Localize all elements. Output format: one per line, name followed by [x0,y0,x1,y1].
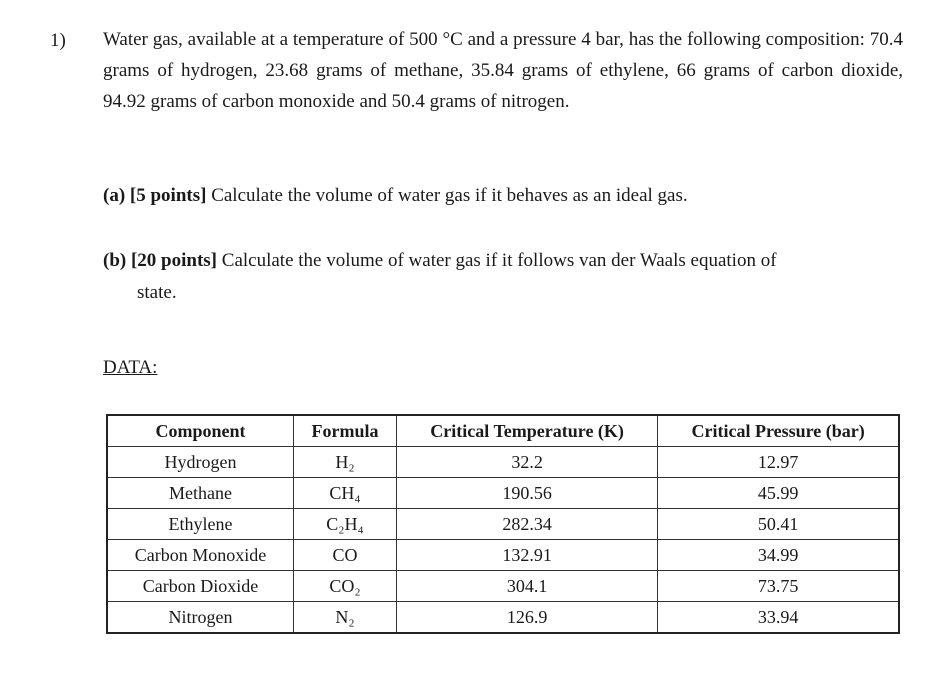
table-row [107,447,899,478]
cell-critical-temperature: 190.56 [396,478,657,509]
cell-component: Methane [107,478,294,509]
cell-formula: CO [294,540,397,571]
question-intro: Water gas, available at a temperature of 500 °C and a pressure 4 bar, has the following composition: 70.4 grams of hydrogen, 23.68 grams of methane, 35.84 grams of ethylene, 66 grams of carbon dioxide, 94.92 grams of carbon monoxide and 50.4 grams of nitrogen. [103,29,903,112]
cell-component: Carbon Dioxide [107,571,294,602]
cell-critical-pressure: 33.94 [658,602,899,634]
cell-critical-temperature: 32.2 [396,447,657,478]
part-a-text: Calculate the volume of water gas if it behaves as an ideal gas. [211,185,688,206]
table-header-row [107,415,899,447]
question-number: 1) [50,30,66,51]
part-b-label: (b) [20 points] [103,250,218,271]
header-critical-pressure: Critical Pressure (bar) [658,415,899,447]
cell-formula: H₂ [294,447,397,478]
part-a [103,180,893,212]
header-critical-temperature: Critical Temperature (K) [396,415,657,447]
cell-critical-temperature: 282.34 [396,509,657,540]
header-formula: Formula [294,415,397,447]
data-title: DATA: [103,357,158,378]
header-component: Component [107,415,294,447]
data-table [106,414,900,634]
table-row [107,509,899,540]
cell-critical-pressure: 50.41 [658,509,899,540]
part-b-text-continued: state. [137,282,177,303]
table-row [107,540,899,571]
cell-formula: N₂ [294,602,397,634]
cell-component: Hydrogen [107,447,294,478]
cell-critical-temperature: 304.1 [396,571,657,602]
part-b-text: Calculate the volume of water gas if it follows van der Waals equation of [221,250,777,271]
cell-formula: CH₄ [294,478,397,509]
cell-component: Nitrogen [107,602,294,634]
cell-critical-temperature: 126.9 [396,602,657,634]
cell-critical-pressure: 45.99 [658,478,899,509]
table-row [107,602,899,634]
cell-critical-pressure: 12.97 [658,447,899,478]
cell-component: Ethylene [107,509,294,540]
cell-component: Carbon Monoxide [107,540,294,571]
table-row [107,571,899,602]
cell-critical-temperature: 132.91 [396,540,657,571]
cell-critical-pressure: 34.99 [658,540,899,571]
cell-formula: CO₂ [294,571,397,602]
cell-critical-pressure: 73.75 [658,571,899,602]
part-a-label: (a) [5 points] [103,185,207,206]
part-b [103,245,903,309]
cell-formula: C₂H₄ [294,509,397,540]
table-row [107,478,899,509]
